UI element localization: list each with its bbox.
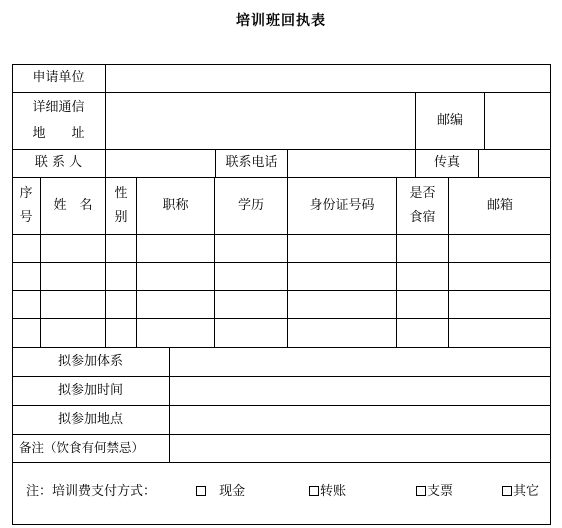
system-label: 拟参加体系 xyxy=(57,353,123,369)
postcode-field[interactable] xyxy=(485,92,551,149)
checkbox-icon[interactable] xyxy=(196,486,206,496)
col-header-seq: 序 号 xyxy=(19,185,33,225)
address-label-line1: 详细通信 xyxy=(32,99,85,115)
col-header-id-number: 身份证号码 xyxy=(309,197,375,213)
postcode-label: 邮编 xyxy=(436,112,463,128)
time-field[interactable] xyxy=(170,376,551,405)
row-divider xyxy=(12,462,551,463)
form-title: 培训班回执表 xyxy=(236,13,326,29)
payment-option-cash[interactable]: 现金 xyxy=(196,480,245,499)
checkbox-icon[interactable] xyxy=(502,486,512,496)
system-field[interactable] xyxy=(170,347,551,376)
payment-option-transfer[interactable]: 转账 xyxy=(309,480,346,499)
fax-field[interactable] xyxy=(479,149,551,177)
col-header-gender: 性 别 xyxy=(114,185,128,225)
contact-field[interactable] xyxy=(106,149,215,177)
phone-field[interactable] xyxy=(288,149,415,177)
address-label xyxy=(12,92,105,149)
col-header-lodging: 是否 食宿 xyxy=(409,185,436,225)
unit-field[interactable] xyxy=(106,64,551,92)
checkbox-icon[interactable] xyxy=(309,486,319,496)
payment-option-other[interactable]: 其它 xyxy=(502,480,539,499)
remark-label: 备注（饮食有何禁忌） xyxy=(19,440,145,455)
payment-option-cheque[interactable]: 支票 xyxy=(416,480,453,499)
col-header-title: 职称 xyxy=(162,197,189,213)
participant-row[interactable] xyxy=(12,234,551,262)
phone-label: 联系电话 xyxy=(225,155,278,170)
place-label: 拟参加地点 xyxy=(57,411,123,427)
place-field[interactable] xyxy=(170,405,551,434)
address-label-line2: 地 址 xyxy=(32,125,85,141)
col-header-name: 姓 名 xyxy=(53,197,93,213)
participant-row[interactable] xyxy=(12,262,551,290)
fax-label: 传真 xyxy=(433,155,460,170)
participant-row[interactable] xyxy=(12,290,551,318)
remark-field[interactable] xyxy=(170,434,551,462)
payment-label: 注：培训费支付方式： xyxy=(26,484,157,499)
time-label: 拟参加时间 xyxy=(57,382,123,398)
contact-label: 联 系 人 xyxy=(34,155,83,170)
unit-label: 申请单位 xyxy=(32,70,85,85)
participant-row[interactable] xyxy=(12,318,551,347)
col-header-education: 学历 xyxy=(237,197,264,213)
checkbox-icon[interactable] xyxy=(416,486,426,496)
col-header-email: 邮箱 xyxy=(486,197,513,213)
address-field[interactable] xyxy=(106,92,415,149)
